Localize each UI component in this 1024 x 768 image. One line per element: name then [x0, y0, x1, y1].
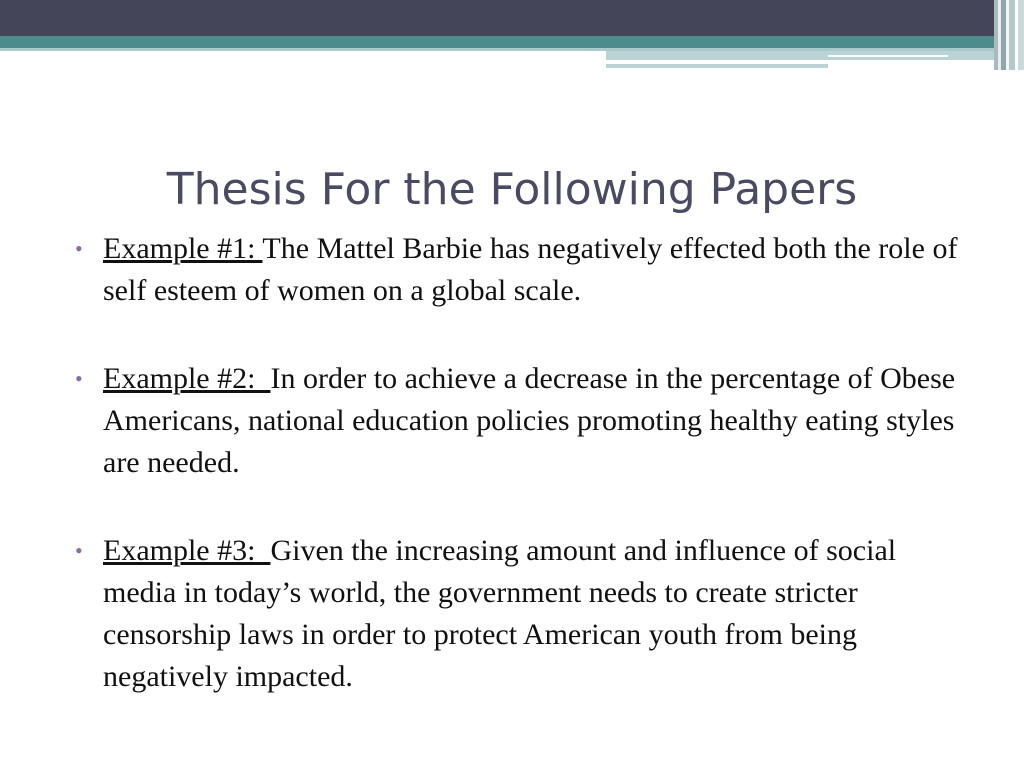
- corner-stripes-decoration: [994, 0, 1024, 70]
- thesis-item-3: [75, 530, 975, 698]
- example-label: Example #2:: [103, 362, 271, 395]
- bullet-icon: •: [75, 236, 83, 261]
- example-text: The Mattel Barbie has negatively effected both the role of self esteem of women on a global scale.: [103, 232, 958, 307]
- bullet-icon: •: [75, 538, 83, 563]
- example-text: Given the increasing amount and influence of social media in today’s world, the government needs to create stricter censorship laws in order to protect American youth from being negatively impacted.: [103, 534, 897, 693]
- example-text: In order to achieve a decrease in the percentage of Obese Americans, national education policies promoting healthy eating styles are needed.: [103, 362, 956, 479]
- thesis-list: [75, 228, 975, 744]
- header-dark-band: [0, 0, 1024, 36]
- slide-title: Thesis For the Following Papers: [166, 164, 858, 215]
- bullet-icon: •: [75, 366, 83, 391]
- example-label: Example #1:: [103, 232, 263, 265]
- header-accent-lower-bar: [606, 64, 828, 68]
- thesis-item-1: [75, 228, 975, 312]
- header-accent-highlight: [828, 55, 948, 57]
- header-teal-band: [0, 36, 1024, 48]
- thesis-item-2: [75, 358, 975, 484]
- example-label: Example #3:: [103, 534, 271, 567]
